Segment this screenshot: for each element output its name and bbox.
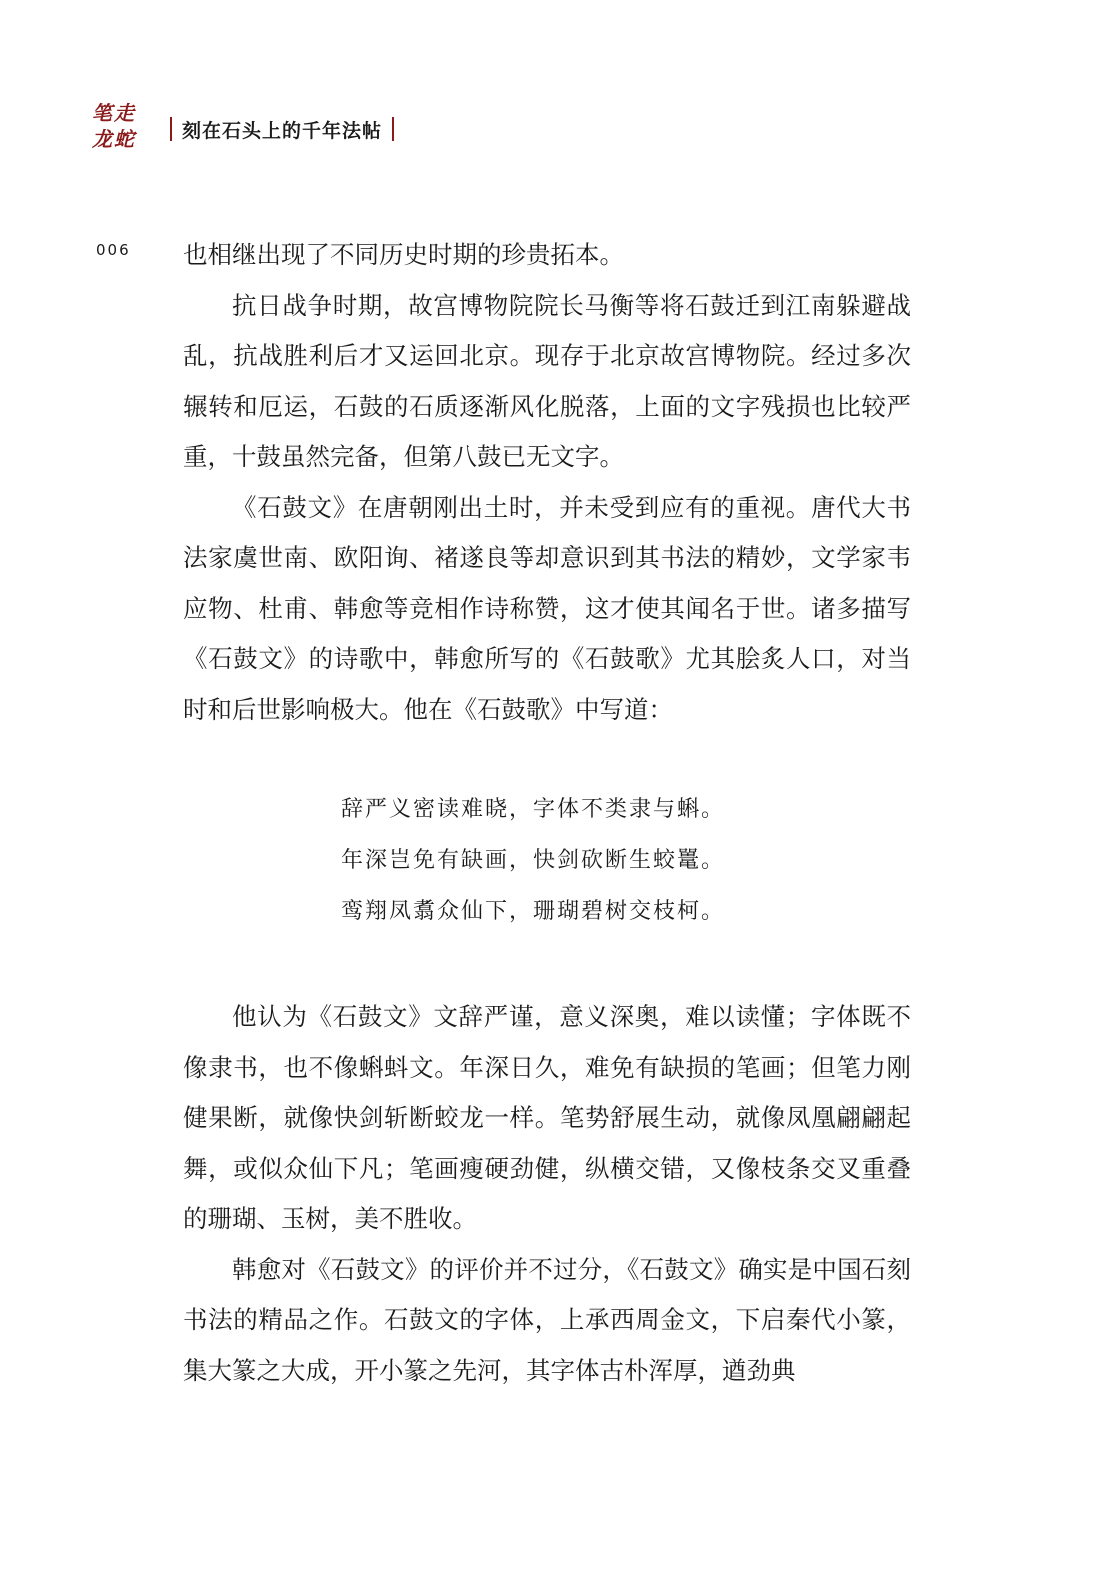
book-logo bbox=[92, 100, 146, 152]
running-header bbox=[170, 114, 394, 144]
paragraph: 他认为《石鼓文》文辞严谨，意义深奥，难以读懂；字体既不像隶书，也不像蝌蚪文。年深日久，难免有缺损的笔画；但笔力刚健果断，就像快剑斩断蛟龙一样。笔势舒展生动，就像凤凰翩翩起舞，或似众仙下凡；笔画瘦硬劲健，纵横交错，又像枝条交叉重叠的珊瑚、玉树，美不胜收。 bbox=[183, 1002, 911, 1233]
header-divider-right bbox=[392, 117, 394, 141]
paragraph: 抗日战争时期，故宫博物院院长马衡等将石鼓迁到江南躲避战乱，抗战胜利后才又运回北京。现存于北京故宫博物院。经过多次辗转和厄运，石鼓的石质逐渐风化脱落，上面的文字残损也比较严重，十鼓虽然完备，但第八鼓已无文字。 bbox=[183, 290, 911, 471]
poem-line: 辞严义密读难晓，字体不类隶与蝌。 bbox=[341, 797, 726, 822]
poem-quote bbox=[183, 784, 911, 937]
logo-line-1: 笔走 bbox=[92, 101, 136, 125]
page-number: 006 bbox=[96, 241, 131, 259]
poem-line: 鸾翔凤翥众仙下，珊瑚碧树交枝柯。 bbox=[341, 899, 726, 924]
paragraph: 也相继出现了不同历史时期的珍贵拓本。 bbox=[183, 240, 624, 269]
series-title: 刻在石头上的千年法帖 bbox=[182, 119, 383, 142]
poem-line: 年深岂免有缺画，快剑砍断生蛟鼍。 bbox=[341, 848, 726, 873]
paragraph: 《石鼓文》在唐朝刚出土时，并未受到应有的重视。唐代大书法家虞世南、欧阳询、褚遂良等却意识到其书法的精妙，文学家韦应物、杜甫、韩愈等竞相作诗称赞，这才使其闻名于世。诸多描写《石鼓文》的诗歌中，韩愈所写的《石鼓歌》尤其脍炙人口，对当时和后世影响极大。他在《石鼓歌》中写道： bbox=[183, 492, 911, 724]
paragraph: 韩愈对《石鼓文》的评价并不过分，《石鼓文》确实是中国石刻书法的精品之作。石鼓文的字体，上承西周金文，下启秦代小篆，集大篆之大成，开小篆之先河，其字体古朴浑厚，遒劲典 bbox=[183, 1254, 911, 1385]
body-text bbox=[183, 230, 911, 1396]
logo-line-2: 龙蛇 bbox=[92, 127, 136, 151]
